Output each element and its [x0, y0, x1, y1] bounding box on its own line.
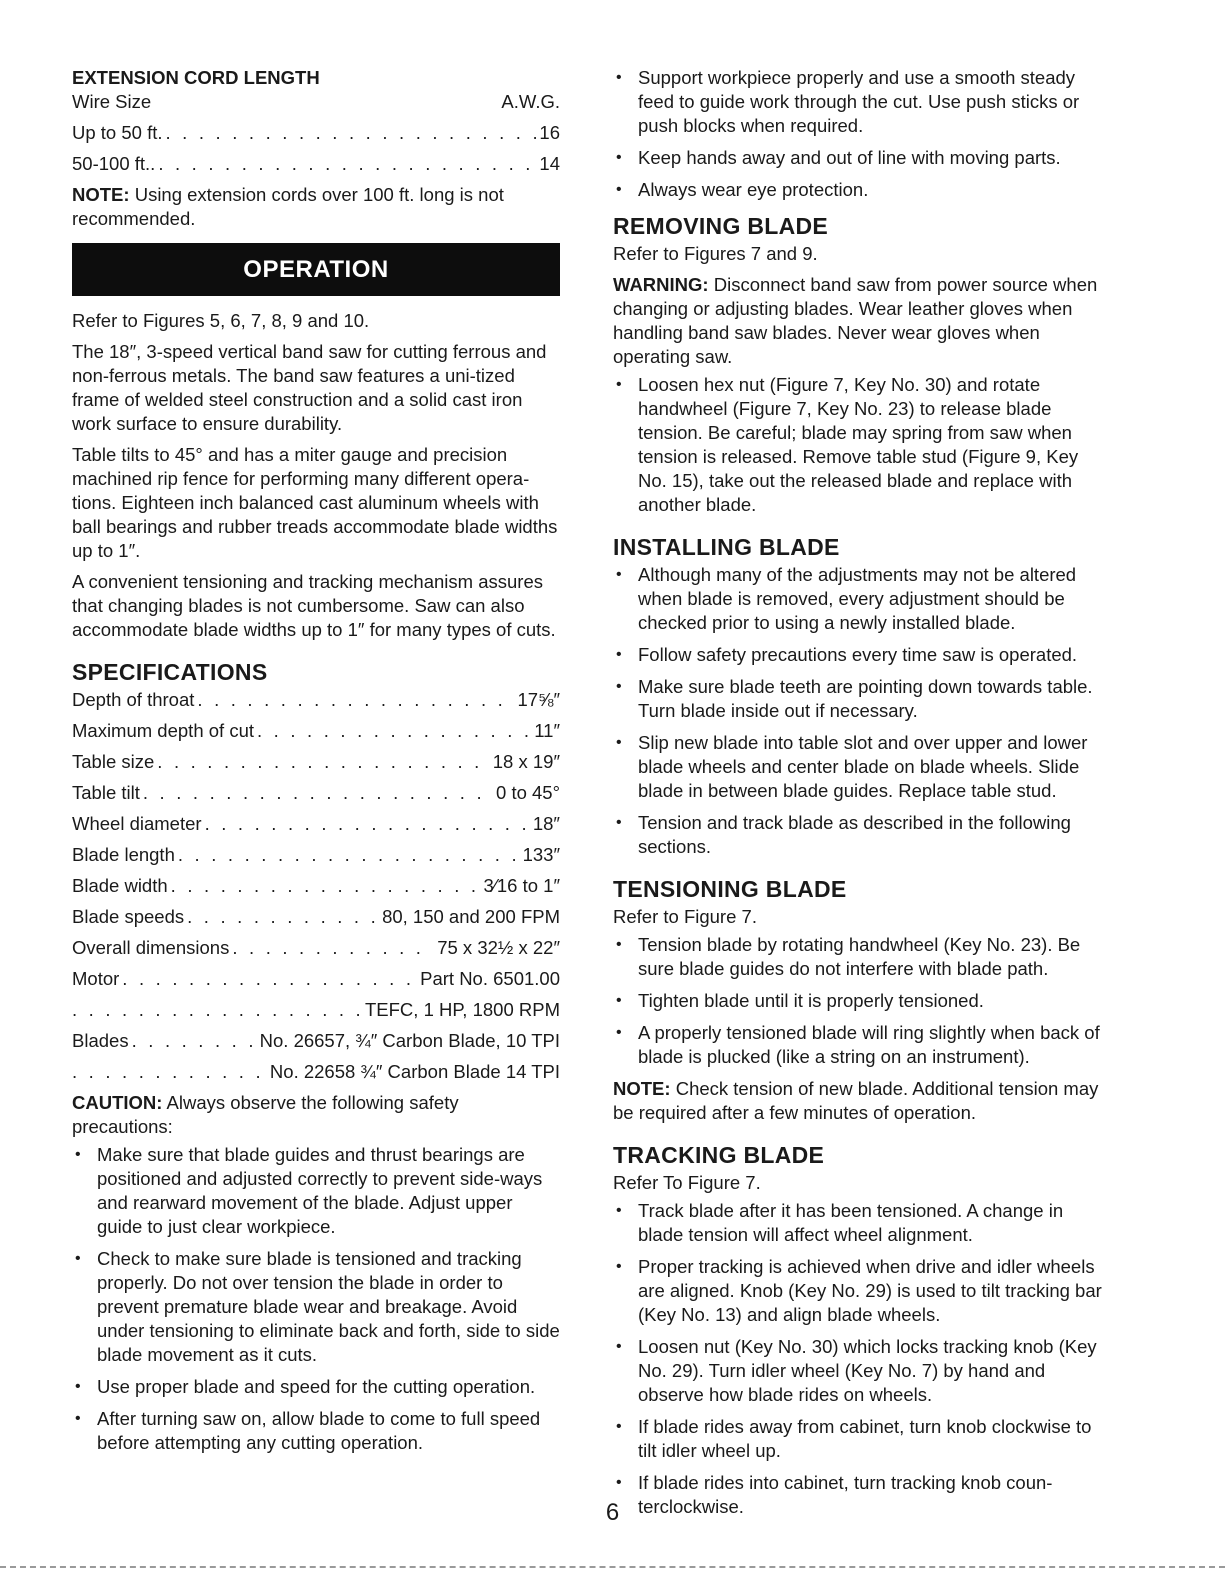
tracking-refer: Refer To Figure 7. — [613, 1172, 761, 1193]
cord-row-label: Up to 50 ft. — [72, 122, 163, 143]
spec-row — [72, 1029, 560, 1053]
dot-leader — [143, 781, 493, 805]
intro-paragraph: The 18″, 3-speed vertical band saw for cutting ferrous and non-ferrous metals. The band saw features a uni-tized frame of welded steel construction and a solid cast iron work surface to ensure durability. — [72, 341, 547, 434]
spec-label: Table size — [72, 751, 155, 772]
awg-label: A.W.G. — [501, 91, 560, 112]
caution-paragraph — [72, 1091, 560, 1139]
dot-leader — [232, 936, 434, 960]
caution-list — [72, 1143, 560, 1455]
warning-lead: WARNING: — [613, 274, 709, 295]
list-item: • Make sure that blade guides and thrust bearings are positioned and adjusted correctly to prevent side-ways and rearward movement of the blade. Adjust upper guide to just clear workpiece. — [72, 1143, 560, 1239]
spec-row — [72, 688, 560, 712]
intro-paragraph: Refer to Figures 5, 6, 7, 8, 9 and 10. — [72, 310, 370, 331]
list-item: • Proper tracking is achieved when drive and idler wheels are aligned. Knob (Key No. 29) is used to tilt tracking bar (Key No. 13) and align blade wheels. — [613, 1255, 1108, 1327]
spec-row — [72, 812, 560, 836]
list-item: • Slip new blade into table slot and over upper and lower blade wheels and center blade on blade wheels. Slide blade in between blade guides. Replace table stud. — [613, 731, 1108, 803]
tracking-blade-heading: TRACKING BLADE — [613, 1142, 825, 1168]
specifications-heading: SPECIFICATIONS — [72, 659, 268, 685]
note-text: Using extension cords over 100 ft. long is not recommended. — [72, 184, 504, 229]
spec-row — [72, 936, 560, 960]
spec-label: Blade width — [72, 875, 168, 896]
spec-row — [72, 719, 560, 743]
list-item: • Check to make sure blade is tensioned and tracking properly. Do not over tension the blade in order to prevent premature blade wear and breakage. Avoid under tensioning to eliminate back and forth, side to side blade movement as it cuts. — [72, 1247, 560, 1367]
cord-row-value: 16 — [539, 122, 560, 143]
caution-text: Always observe the following safety precautions: — [72, 1092, 459, 1137]
spec-label: Depth of throat — [72, 689, 195, 710]
list-item: • If blade rides into cabinet, turn tracking knob coun-terclockwise. — [613, 1471, 1108, 1519]
spec-row — [72, 905, 560, 929]
spec-row — [72, 874, 560, 898]
specifications-list — [72, 688, 560, 1084]
dot-leader — [205, 812, 530, 836]
list-item: • Tighten blade until it is properly tensioned. — [613, 989, 1108, 1013]
list-item: • Loosen hex nut (Figure 7, Key No. 30) and rotate handwheel (Figure 7, Key No. 23) to release blade tension. Be careful; blade may spring from saw when tension is released. Remove table stud (Figure 9, Key No. 15), take out the released blade and replace with another blade. — [613, 373, 1108, 517]
intro-paragraph: A convenient tensioning and tracking mechanism assures that changing blades is not cumbersome. Saw can also accommodate blade widths up to 1″ for many types of cuts. — [72, 571, 556, 640]
dot-leader — [72, 998, 362, 1022]
tensioning-list — [613, 933, 1108, 1069]
dot-leader — [132, 1029, 257, 1053]
cord-row — [72, 121, 560, 145]
warning-paragraph — [613, 273, 1108, 369]
spec-label: Blade speeds — [72, 906, 185, 927]
cord-note — [72, 183, 560, 231]
list-item: • Although many of the adjustments may not be altered when blade is removed, every adjustment should be checked prior to using a newly installed blade. — [613, 563, 1108, 635]
spec-row — [72, 998, 560, 1022]
dot-leader — [178, 843, 520, 867]
dot-leader — [171, 874, 481, 898]
spec-value: No. 26657, ¾″ Carbon Blade, 10 TPI — [259, 1030, 560, 1051]
spec-label: Blades — [72, 1030, 129, 1051]
spec-label: Blade length — [72, 844, 175, 865]
removing-list — [613, 373, 1108, 517]
spec-row — [72, 843, 560, 867]
spec-value: 80, 150 and 200 FPM — [382, 906, 560, 927]
spec-value: 3⁄16 to 1″ — [483, 875, 560, 896]
extension-cord-heading: EXTENSION CORD LENGTH — [72, 67, 320, 88]
list-item: • Tension blade by rotating handwheel (Key No. 23). Be sure blade guides do not interfere with blade path. — [613, 933, 1108, 981]
dot-leader — [197, 688, 514, 712]
dot-leader — [187, 905, 379, 929]
spec-value: 18 x 19″ — [492, 751, 560, 772]
removing-refer: Refer to Figures 7 and 9. — [613, 243, 818, 264]
cord-table-header — [72, 90, 560, 114]
list-item: • Make sure blade teeth are pointing down towards table. Turn blade inside out if necessary. — [613, 675, 1108, 723]
list-item: • Use proper blade and speed for the cutting operation. — [72, 1375, 560, 1399]
left-column — [72, 66, 560, 1463]
list-item: • Always wear eye protection. — [613, 178, 1108, 202]
right-column — [613, 66, 1108, 1527]
list-item: • Support workpiece properly and use a smooth steady feed to guide work through the cut. Use push sticks or push blocks when required. — [613, 66, 1108, 138]
spec-row — [72, 781, 560, 805]
list-item: • Tension and track blade as described in the following sections. — [613, 811, 1108, 859]
tensioning-refer: Refer to Figure 7. — [613, 906, 757, 927]
spec-value: 133″ — [522, 844, 560, 865]
tensioning-note — [613, 1077, 1108, 1125]
dot-leader — [257, 719, 531, 743]
spec-value: 11″ — [534, 720, 560, 741]
spec-label: Wheel diameter — [72, 813, 202, 834]
warning-text: Disconnect band saw from power source when changing or adjusting blades. Wear leather gloves when handling band saw blades. Never wear gloves when operating saw. — [613, 274, 1098, 367]
caution-lead: CAUTION: — [72, 1092, 163, 1113]
dot-leader — [122, 967, 417, 991]
installing-blade-heading: INSTALLING BLADE — [613, 534, 840, 560]
safety-list — [613, 66, 1108, 202]
cord-row — [72, 152, 560, 176]
dot-leader — [158, 152, 536, 176]
list-item: • Keep hands away and out of line with moving parts. — [613, 146, 1108, 170]
spec-row — [72, 750, 560, 774]
scan-border — [0, 1566, 1225, 1568]
spec-label: Table tilt — [72, 782, 140, 803]
note-text: Check tension of new blade. Additional tension may be required after a few minutes of operation. — [613, 1078, 1099, 1123]
list-item: • If blade rides away from cabinet, turn knob clockwise to tilt idler wheel up. — [613, 1415, 1108, 1463]
spec-value: TEFC, 1 HP, 1800 RPM — [364, 999, 560, 1020]
spec-value: Part No. 6501.00 — [420, 968, 560, 989]
cord-row-value: 14 — [539, 153, 560, 174]
spec-value: 18″ — [532, 813, 560, 834]
tensioning-blade-heading: TENSIONING BLADE — [613, 876, 847, 902]
list-item: • Track blade after it has been tensioned. A change in blade tension will affect wheel alignment. — [613, 1199, 1108, 1247]
spec-row — [72, 1060, 560, 1084]
dot-leader — [166, 121, 537, 145]
intro-paragraph: Table tilts to 45° and has a miter gauge and precision machined rip fence for performing many different opera-tions. Eighteen inch balanced cast aluminum wheels with ball bearings and rubber treads accommodate blade widths up to 1″. — [72, 444, 558, 561]
spec-label: Motor — [72, 968, 120, 989]
tracking-list — [613, 1199, 1108, 1519]
spec-label: Overall dimensions — [72, 937, 230, 958]
spec-value: 75 x 32½ x 22″ — [437, 937, 560, 958]
note-lead: NOTE: — [613, 1078, 671, 1099]
spec-value: No. 22658 ¾″ Carbon Blade 14 TPI — [269, 1061, 560, 1082]
list-item: • A properly tensioned blade will ring slightly when back of blade is plucked (like a string on an instrument). — [613, 1021, 1108, 1069]
cord-row-label: 50-100 ft.. — [72, 153, 156, 174]
spec-value: 0 to 45° — [496, 782, 560, 803]
spec-row — [72, 967, 560, 991]
page-number: 6 — [605, 1499, 620, 1526]
spec-value: 17⅝″ — [517, 689, 560, 710]
note-lead: NOTE: — [72, 184, 130, 205]
spec-label: Maximum depth of cut — [72, 720, 254, 741]
list-item: • Follow safety precautions every time saw is operated. — [613, 643, 1108, 667]
dot-leader — [72, 1060, 267, 1084]
removing-blade-heading: REMOVING BLADE — [613, 213, 829, 239]
operation-banner: OPERATION — [72, 243, 560, 296]
dot-leader — [157, 750, 490, 774]
list-item: • After turning saw on, allow blade to come to full speed before attempting any cutting operation. — [72, 1407, 560, 1455]
installing-list — [613, 563, 1108, 859]
wire-size-label: Wire Size — [72, 91, 152, 112]
list-item: • Loosen nut (Key No. 30) which locks tracking knob (Key No. 29). Turn idler wheel (Key No. 7) by hand and observe how blade rides on wheels. — [613, 1335, 1108, 1407]
